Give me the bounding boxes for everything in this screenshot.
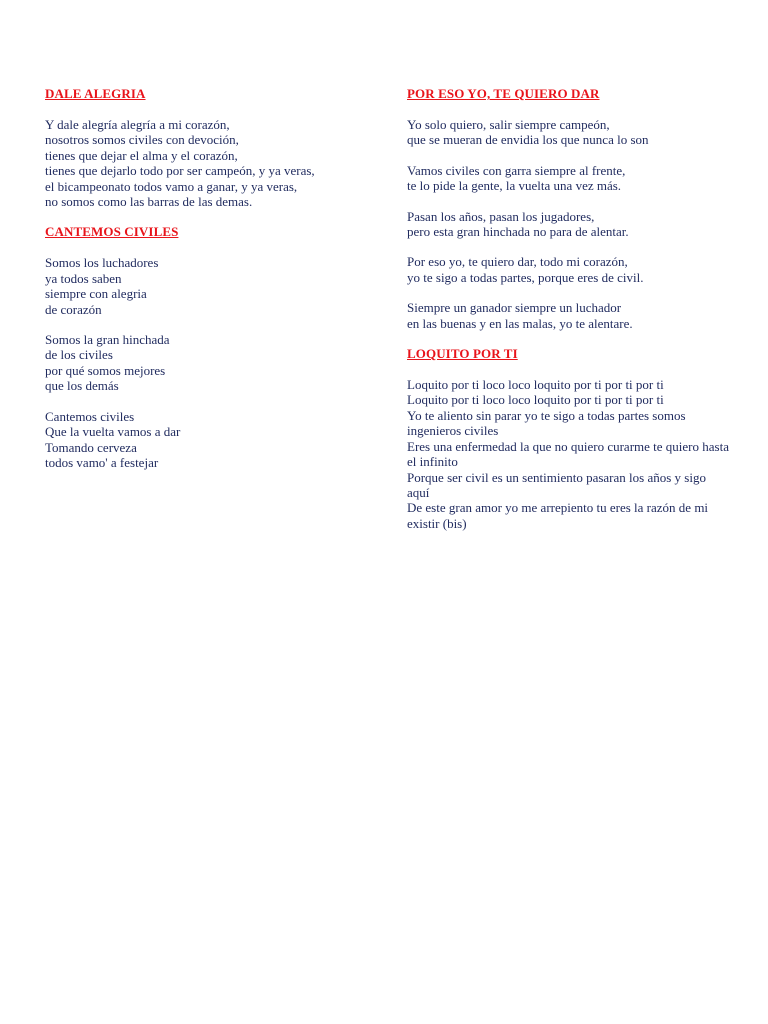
lyric-line: Somos los luchadores	[45, 255, 159, 271]
song-title: POR ESO YO, TE QUIERO DAR	[407, 86, 600, 101]
lyric-line: ya todos saben	[45, 270, 122, 286]
lyric-line: Que la vuelta vamos a dar	[45, 424, 181, 440]
lyric-line: Somos la gran hinchada	[45, 332, 170, 348]
lyric-line: por qué somos mejores	[45, 362, 166, 378]
lyric-line: tienes que dejarlo todo por ser campeón, y ya veras,	[45, 163, 315, 179]
lyric-line: Loquito por ti loco loco loquito por ti por ti por ti	[407, 392, 664, 408]
lyric-line: te lo pide la gente, la vuelta una vez más.	[407, 178, 622, 194]
lyric-line: ingenieros civiles	[407, 423, 499, 439]
song-section	[45, 224, 375, 470]
lyrics-stanza	[407, 254, 763, 285]
lyric-line: no somos como las barras de las demas.	[45, 194, 253, 210]
lyrics-stanza	[407, 300, 763, 331]
left-column	[45, 86, 375, 485]
lyrics-stanza	[45, 255, 375, 317]
lyric-line: Por eso yo, te quiero dar, todo mi corazón,	[407, 254, 628, 270]
lyric-line: Y dale alegría alegría a mi corazón,	[45, 117, 230, 132]
song-section	[407, 346, 763, 531]
lyric-line: nosotros somos civiles con devoción,	[45, 132, 239, 148]
lyric-line: tienes que dejar el alma y el corazón,	[45, 147, 238, 163]
song-section	[45, 86, 375, 209]
lyrics-stanza	[45, 409, 375, 471]
song-title: CANTEMOS CIVILES	[45, 224, 179, 240]
lyric-line: yo te sigo a todas partes, porque eres de civil.	[407, 269, 644, 285]
lyric-line: siempre con alegria	[45, 286, 147, 302]
song-title: LOQUITO POR TI	[407, 346, 518, 362]
lyric-line: que los demás	[45, 378, 119, 394]
lyric-line: existir (bis)	[407, 515, 467, 531]
lyrics-stanza	[45, 332, 375, 394]
lyrics-stanza	[407, 163, 763, 194]
lyric-line: que se mueran de envidia los que nunca lo son	[407, 132, 649, 148]
lyric-line: Vamos civiles con garra siempre al frente,	[407, 162, 626, 178]
lyric-line: de los civiles	[45, 347, 113, 363]
right-column	[407, 86, 763, 546]
lyrics-stanza	[407, 377, 763, 531]
lyric-line: Yo solo quiero, salir siempre campeón,	[407, 117, 610, 132]
lyric-line: De este gran amor yo me arrepiento tu eres la razón de mi	[407, 500, 709, 516]
lyric-line: Yo te aliento sin parar yo te sigo a todas partes somos	[407, 407, 686, 423]
lyric-line: Loquito por ti loco loco loquito por ti por ti por ti	[407, 377, 664, 393]
lyric-line: todos vamo' a festejar	[45, 454, 159, 470]
lyric-line: Cantemos civiles	[45, 408, 135, 424]
lyric-line: el infinito	[407, 454, 458, 470]
lyric-line: Pasan los años, pasan los jugadores,	[407, 208, 595, 224]
lyric-line: Eres una enfermedad la que no quiero curarme te quiero hasta	[407, 438, 729, 454]
lyric-line: Siempre un ganador siempre un luchador	[407, 300, 622, 316]
lyrics-stanza	[407, 209, 763, 240]
lyric-line: en las buenas y en las malas, yo te alentare.	[407, 315, 633, 331]
lyric-line: Porque ser civil es un sentimiento pasaran los años y sigo	[407, 469, 706, 485]
lyrics-stanza	[45, 117, 375, 209]
song-section	[407, 86, 763, 331]
lyric-line: Tomando cerveza	[45, 439, 137, 455]
lyric-line: el bicampeonato todos vamo a ganar, y ya veras,	[45, 178, 298, 194]
lyric-line: aquí	[407, 484, 430, 500]
lyric-line: pero esta gran hinchada no para de alentar.	[407, 224, 629, 240]
song-title: DALE ALEGRIA	[45, 86, 146, 101]
lyrics-stanza	[407, 117, 763, 148]
lyric-line: de corazón	[45, 301, 102, 317]
